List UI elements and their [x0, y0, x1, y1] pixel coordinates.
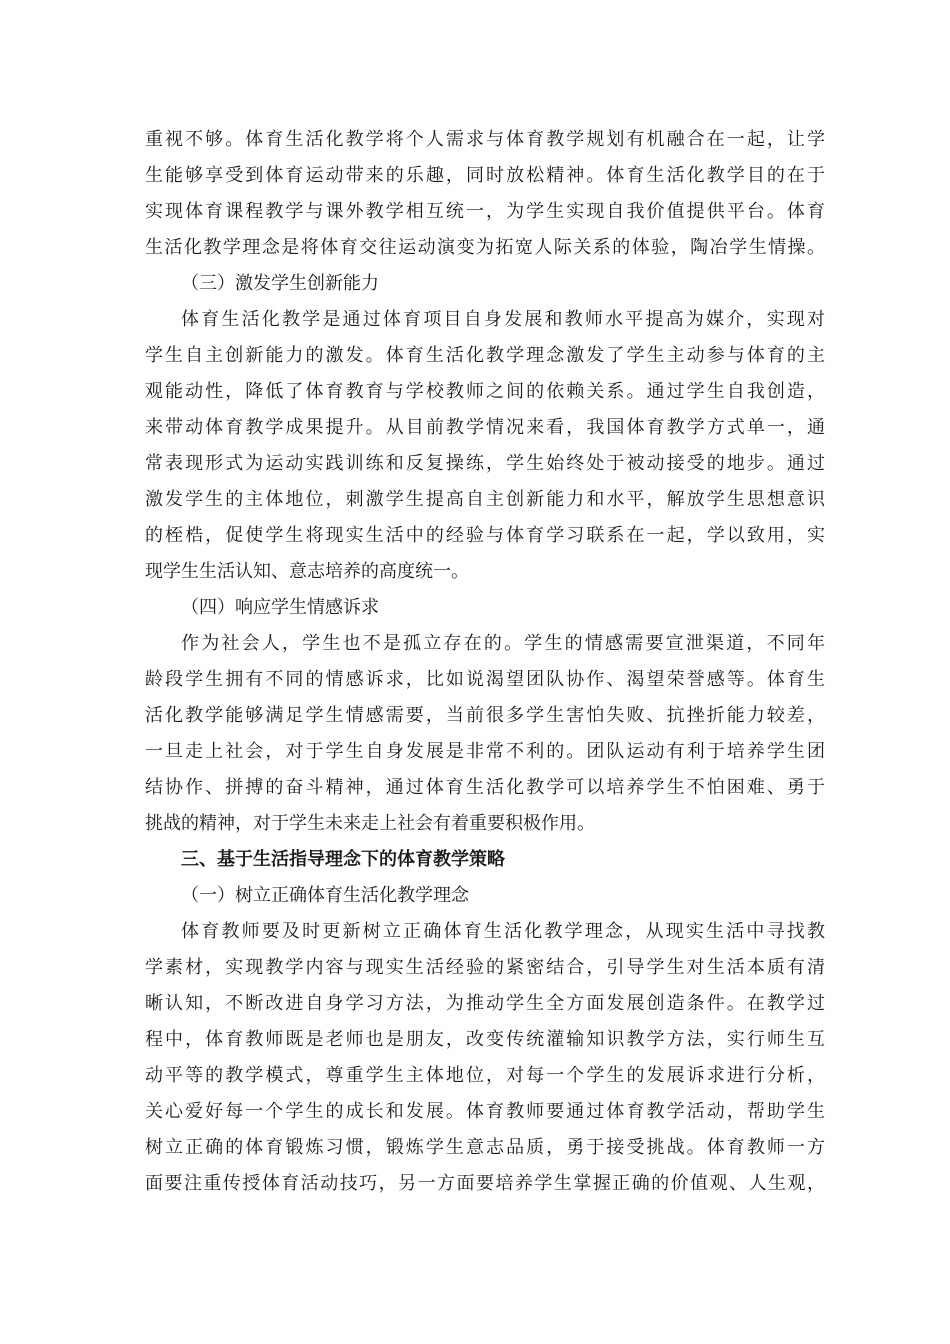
subheading-1: （一）树立正确体育生活化教学理念: [181, 885, 469, 906]
paragraph-3-line-2: 龄段学生拥有不同的情感诉求，比如说渴望团队协作、渴望荣誉感等。体育生: [145, 669, 825, 690]
paragraph-4-line-4: 程中，体育教师既是老师也是朋友，改变传统灌输知识教学方法，实行师生互: [145, 1029, 825, 1050]
paragraph-4-line-3: 晰认知，不断改进自身学习方法，为推动学生全方面发展创造条件。在教学过: [145, 993, 825, 1014]
paragraph-4-line-2: 学素材，实现教学内容与现实生活经验的紧密结合，引导学生对生活本质有清: [145, 957, 825, 978]
paragraph-4-line-6: 关心爱好每一个学生的成长和发展。体育教师要通过体育教学活动，帮助学生: [145, 1101, 825, 1122]
paragraph-2-line-2: 学生自主创新能力的激发。体育生活化教学理念激发了学生主动参与体育的主: [145, 345, 825, 366]
paragraph-4-line-1: 体育教师要及时更新树立正确体育生活化教学理念，从现实生活中寻找教: [181, 921, 825, 942]
paragraph-2-line-3: 观能动性，降低了体育教育与学校教师之间的依赖关系。通过学生自我创造，: [145, 381, 825, 402]
paragraph-4-line-8: 面要注重传授体育活动技巧，另一方面要培养学生掌握正确的价值观、人生观，: [145, 1173, 825, 1194]
paragraph-2-line-5: 常表现形式为运动实践训练和反复操练，学生始终处于被动接受的地步。通过: [145, 453, 825, 474]
paragraph-4-line-5: 动平等的教学模式，尊重学生主体地位，对每一个学生的发展诉求进行分析，: [145, 1065, 825, 1086]
paragraph-3-line-3: 活化教学能够满足学生情感需要，当前很多学生害怕失败、抗挫折能力较差，: [145, 705, 825, 726]
paragraph-3-line-4: 一旦走上社会，对于学生自身发展是非常不利的。团队运动有利于培养学生团: [145, 741, 825, 762]
subheading-4: （四）响应学生情感诉求: [181, 597, 379, 618]
paragraph-2-line-4: 来带动体育教学成果提升。从目前教学情况来看，我国体育教学方式单一，通: [145, 417, 825, 438]
paragraph-2-line-7: 的桎梏，促使学生将现实生活中的经验与体育学习联系在一起，学以致用，实: [145, 525, 825, 546]
paragraph-3-line-5: 结协作、拼搏的奋斗精神，通过体育生活化教学可以培养学生不怕困难、勇于: [145, 777, 825, 798]
paragraph-1-line-4: 生活化教学理念是将体育交往运动演变为拓宽人际关系的体验，陶冶学生情操。: [145, 237, 825, 258]
section-heading-3: 三、基于生活指导理念下的体育教学策略: [181, 849, 505, 870]
paragraph-2-line-8: 现学生生活认知、意志培养的高度统一。: [145, 561, 469, 582]
subheading-3: （三）激发学生创新能力: [181, 273, 379, 294]
paragraph-1-line-3: 实现体育课程教学与课外教学相互统一，为学生实现自我价值提供平台。体育: [145, 201, 825, 222]
paragraph-1-line-1: 重视不够。体育生活化教学将个人需求与体育教学规划有机融合在一起，让学: [145, 129, 825, 150]
paragraph-4-line-7: 树立正确的体育锻炼习惯，锻炼学生意志品质，勇于接受挑战。体育教师一方: [145, 1137, 825, 1158]
paragraph-3-line-1: 作为社会人，学生也不是孤立存在的。学生的情感需要宣泄渠道，不同年: [181, 633, 825, 654]
paragraph-2-line-1: 体育生活化教学是通过体育项目自身发展和教师水平提高为媒介，实现对: [181, 309, 825, 330]
paragraph-1-line-2: 生能够享受到体育运动带来的乐趣，同时放松精神。体育生活化教学目的在于: [145, 165, 825, 186]
paragraph-2-line-6: 激发学生的主体地位，刺激学生提高自主创新能力和水平，解放学生思想意识: [145, 489, 825, 510]
paragraph-3-line-6: 挑战的精神，对于学生未来走上社会有着重要积极作用。: [145, 813, 595, 834]
